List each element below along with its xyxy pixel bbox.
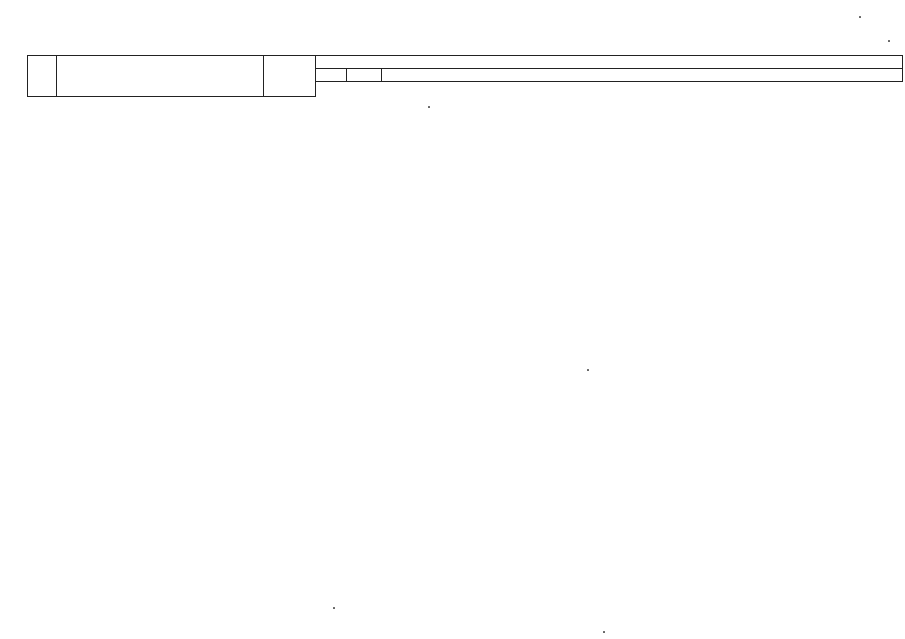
header-name — [57, 56, 264, 97]
indicator-table-header — [27, 55, 903, 97]
header-estimate — [347, 69, 382, 82]
header-values — [316, 56, 903, 69]
header-planned — [382, 69, 903, 82]
header-report — [316, 69, 347, 82]
header-number — [28, 56, 57, 97]
header-unit — [264, 56, 316, 97]
